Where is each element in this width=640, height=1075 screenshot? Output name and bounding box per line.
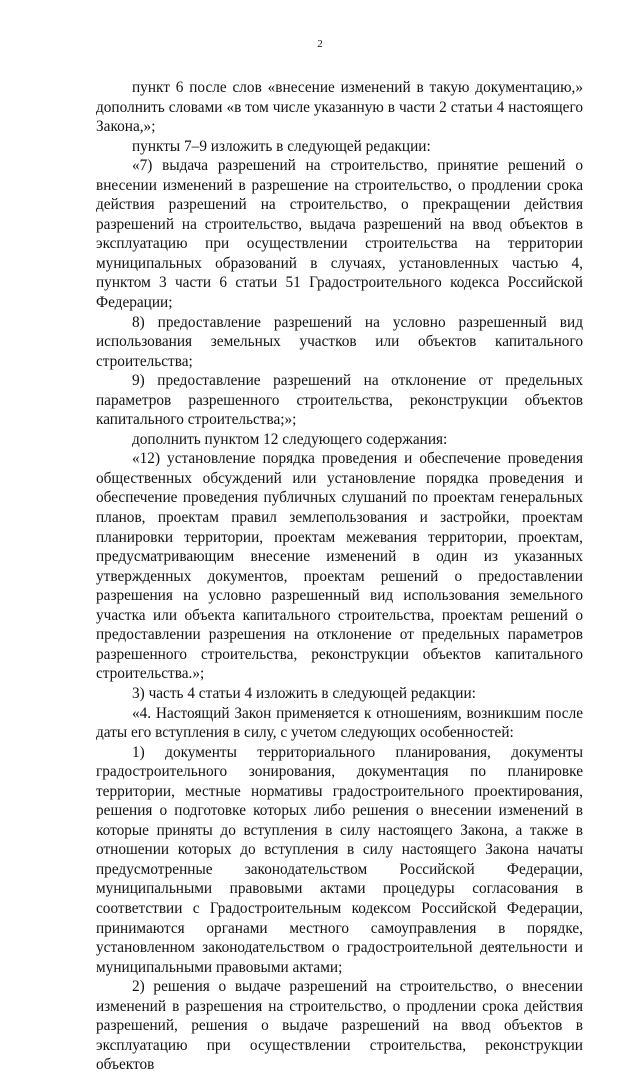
paragraph: 9) предоставление разрешений на отклонение от предельных параметров разрешенного строительства, реконструкции объектов капитального строительства;»; (96, 372, 583, 429)
paragraph: «4. Настоящий Закон применяется к отношениям, возникшим после даты его вступления в силу, с учетом следующих особенностей: (96, 704, 583, 742)
page-number: 2 (317, 38, 323, 50)
paragraph: дополнить пунктом 12 следующего содержания: (132, 430, 448, 448)
paragraph: 2) решения о выдаче разрешений на строительство, о внесении изменений в разрешения на строительство, о продлении срока действия разрешений, решения о выдаче разрешений на ввод объектов в эксплуатацию при осуществлении строительства, реконструкции объектов (96, 978, 583, 1074)
document-body (96, 78, 583, 1075)
paragraph: «7) выдача разрешений на строительство, принятие решений о внесении изменений в разрешение на строительство, о продлении срока действия разрешений на строительство, о прекращении действия разрешений на строительство, выдача разрешений на ввод объектов в эксплуатацию при осуществлении строительства на территории муниципальных образований в случаях, установленных частью 4, пунктом 3 части 6 статьи 51 Градостроительного кодекса Российской Федерации; (96, 157, 583, 312)
paragraph: 8) предоставление разрешений на условно разрешенный вид использования земельных участков или объектов капитального строительства; (96, 313, 583, 370)
paragraph: «12) установление порядка проведения и обеспечение проведения общественных обсуждений или установление порядка проведения и обеспечение проведения публичных слушаний по проектам генеральных планов, проектам правил землепользования и застройки, проектам планировки территории, проектам межевания территории, проектам, предусматривающим внесение изменений в один из указанных утвержденных документов, проектам решений о предоставлении разрешения на условно разрешенный вид использования земельного участка или объекта капитального строительства, проектам решений о предоставлении разрешения на отклонение от предельных параметров разрешенного строительства, реконструкции объектов капитального строительства.»; (96, 450, 583, 683)
paragraph: 1) документы территориального планирования, документы градостроительного зонирования, документация по планировке территории, местные нормативы градостроительного проектирования, решения о подготовке которых либо решения о внесении изменений в которые приняты до вступления в силу настоящего Закона, а также в отношении которых до вступления в силу настоящего Закона начаты предусмотренные законодательством Российской Федерации, муниципальными правовыми актами процедуры согласования в соответствии с Градостроительным кодексом Российской Федерации, принимаются органами местного самоуправления в порядке, установленном законодательством о градостроительной деятельности и муниципальными правовыми актами; (96, 743, 583, 976)
paragraph: пункт 6 после слов «внесение изменений в такую документацию,» дополнить словами «в том числе указанную в части 2 статьи 4 настоящего Закона,»; (96, 79, 583, 136)
paragraph: 3) часть 4 статьи 4 изложить в следующей редакции: (132, 684, 476, 702)
paragraph: пункты 7–9 изложить в следующей редакции: (132, 137, 431, 155)
